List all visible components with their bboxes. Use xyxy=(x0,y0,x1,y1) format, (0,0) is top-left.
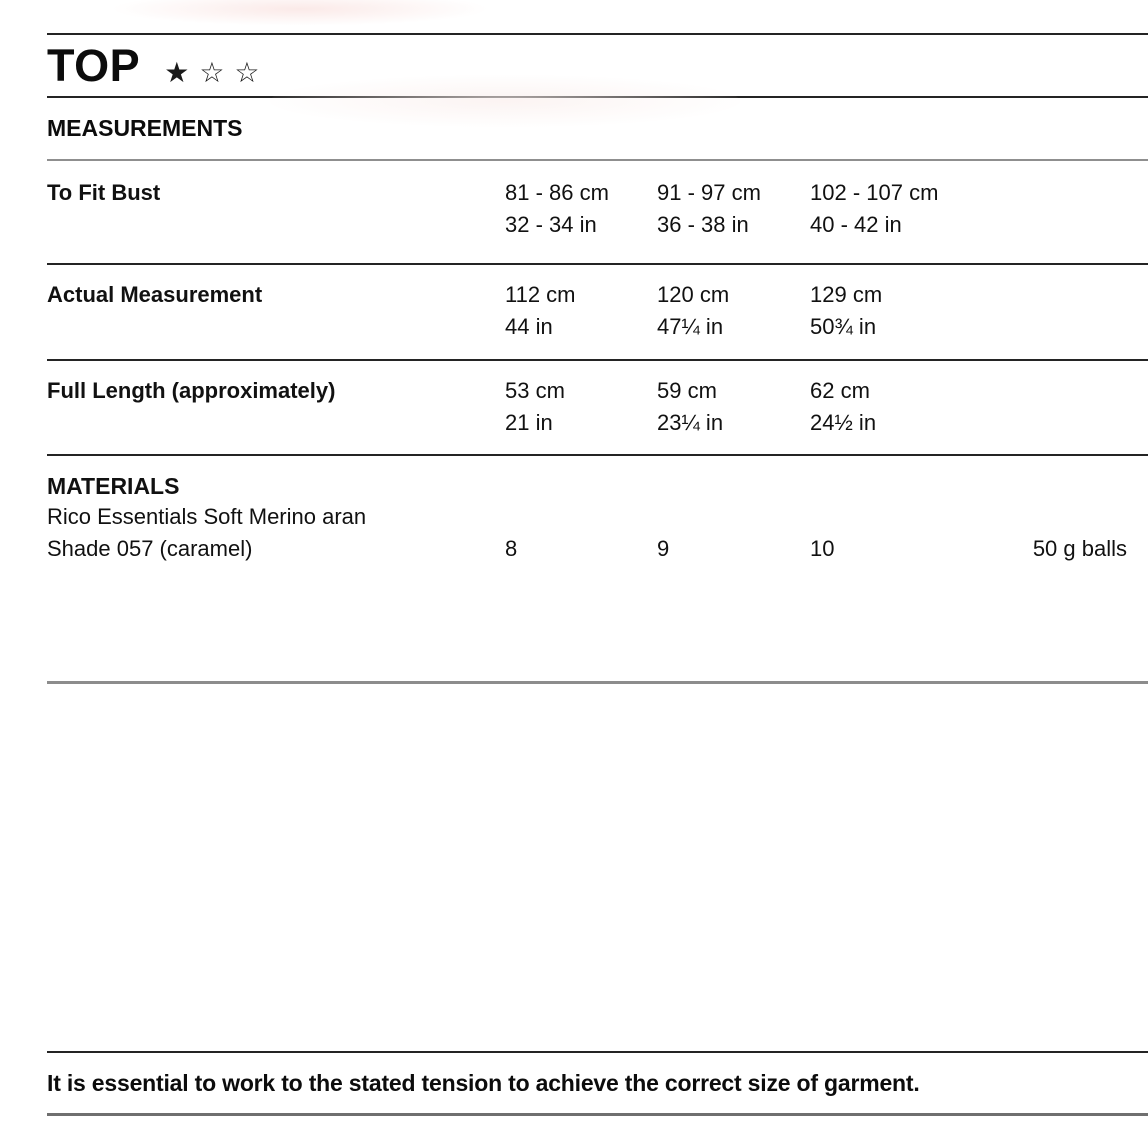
row-note xyxy=(975,279,1127,343)
star-filled-icon: ★ xyxy=(164,56,190,88)
pattern-header xyxy=(0,35,1148,96)
value-in: 50¾ in xyxy=(810,314,877,339)
size-1-value xyxy=(505,279,657,343)
table-row-to-fit-bust xyxy=(0,161,1148,263)
size-1-value xyxy=(505,177,657,241)
value-in: 36 - 38 in xyxy=(657,212,749,237)
quantity-size-3: 10 xyxy=(810,536,835,561)
size-1-value xyxy=(505,375,657,439)
value-cm: 59 cm xyxy=(657,378,717,403)
quantity-size-2: 9 xyxy=(657,536,670,561)
row-label: Actual Measurement xyxy=(47,282,263,307)
difficulty-rating xyxy=(164,56,260,88)
star-outline-icon: ☆ xyxy=(234,56,260,88)
value-cm: 120 cm xyxy=(657,282,730,307)
materials-section xyxy=(0,456,1148,681)
value-in: 23¼ in xyxy=(657,410,724,435)
quantity-size-1: 8 xyxy=(505,536,518,561)
table-row-full-length xyxy=(0,361,1148,454)
yarn-name: Rico Essentials Soft Merino aran xyxy=(47,504,367,529)
value-in: 24½ in xyxy=(810,410,877,435)
value-cm: 91 - 97 cm xyxy=(657,180,761,205)
value-cm: 112 cm xyxy=(505,282,576,307)
measurements-heading: MEASUREMENTS xyxy=(47,115,243,141)
value-cm: 102 - 107 cm xyxy=(810,180,939,205)
top-margin xyxy=(0,0,1148,33)
value-cm: 129 cm xyxy=(810,282,883,307)
row-label: Full Length (approximately) xyxy=(47,378,336,403)
materials-heading: MATERIALS xyxy=(47,473,180,499)
size-3-value xyxy=(810,279,975,343)
value-cm: 81 - 86 cm xyxy=(505,180,609,205)
value-cm: 53 cm xyxy=(505,378,565,403)
row-note xyxy=(975,177,1127,241)
yarn-shade: Shade 057 (caramel) xyxy=(47,536,253,561)
tension-note: It is essential to work to the stated tension to achieve the correct size of garment. xyxy=(47,1070,920,1096)
page-title: TOP xyxy=(47,40,141,91)
size-2-value xyxy=(657,279,810,343)
value-in: 21 in xyxy=(505,410,553,435)
value-in: 32 - 34 in xyxy=(505,212,597,237)
table-row-actual-measurement xyxy=(0,265,1148,359)
quantity-unit: 50 g balls xyxy=(1032,536,1127,561)
measurements-section-header xyxy=(0,98,1148,159)
size-2-value xyxy=(657,375,810,439)
row-note xyxy=(975,375,1127,439)
size-3-value xyxy=(810,375,975,439)
value-in: 40 - 42 in xyxy=(810,212,902,237)
row-label: To Fit Bust xyxy=(47,180,161,205)
value-in: 47¼ in xyxy=(657,314,724,339)
value-cm: 62 cm xyxy=(810,378,870,403)
empty-area xyxy=(0,684,1148,1051)
size-2-value xyxy=(657,177,810,241)
value-in: 44 in xyxy=(505,314,553,339)
star-outline-icon: ☆ xyxy=(199,56,225,88)
size-3-value xyxy=(810,177,975,241)
divider-bottom xyxy=(47,1113,1148,1116)
